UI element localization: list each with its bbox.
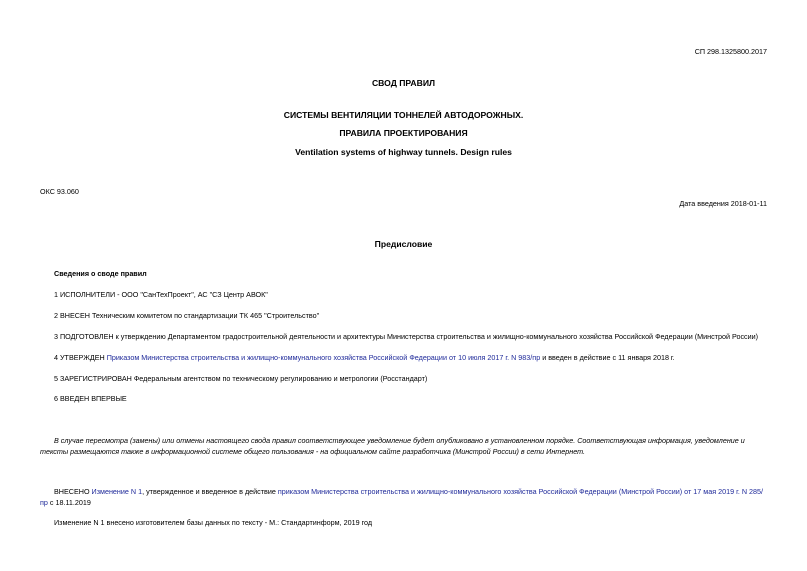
amendment-middle: , утвержденное и введенное в действие [142,487,278,496]
oks-code: ОКС 93.060 [40,187,79,196]
preface-item-6: 6 ВВЕДЕН ВПЕРВЫЕ [54,394,127,403]
preface-item-4-prefix: 4 УТВЕРЖДЕН [54,353,107,362]
preface-item-4 [54,353,675,362]
approval-order-link[interactable]: Приказом Министерства строительства и жилищно-коммунального хозяйства Российской Федерации от 10 июля 2017 г. N 983/пр [106,353,541,362]
document-title-line1: СИСТЕМЫ ВЕНТИЛЯЦИИ ТОННЕЛЕЙ АВТОДОРОЖНЫХ. [283,110,524,120]
amendment-link[interactable]: Изменение N 1 [91,487,143,496]
preface-item-3: 3 ПОДГОТОВЛЕН к утверждению Департаментом градостроительной деятельности и архитектуры Министерства строительства и жилищно-коммунального хозяйства Российской Федерации (Минстрой России) [54,332,759,341]
amendment-order-link[interactable]: приказом Министерства строительства и жилищно-коммунального хозяйства Российской Федерации (Минстрой России) от 17 мая 2019 г. N 285/пр [40,487,764,507]
amendment-note: Изменение N 1 внесено изготовителем базы данных по тексту - М.: Стандартинформ, 2019 год [54,518,373,527]
revision-notice-paragraph: В случае пересмотра (замены) или отмены настоящего свода правил соответствующее уведомление будет опубликовано в установленном порядке. Соответствующая информация, уведомление и тексты размещаются также в информационной системе общего пользования - на официальном сайте разработчика (Минстрой России) в сети Интернет. [40,436,745,456]
document-type-title: СВОД ПРАВИЛ [371,78,436,88]
amendment-prefix: ВНЕСЕНО [54,487,92,496]
amendment-suffix: с 18.11.2019 [47,498,91,507]
document-title-english: Ventilation systems of highway tunnels. Design rules [295,147,512,157]
document-title-line2: ПРАВИЛА ПРОЕКТИРОВАНИЯ [339,128,468,138]
amendment-paragraph [40,486,768,508]
preface-item-5: 5 ЗАРЕГИСТРИРОВАН Федеральным агентством по техническому регулированию и метрологии (Росстандарт) [54,374,428,383]
preface-item-2: 2 ВНЕСЕН Техническим комитетом по стандартизации ТК 465 "Строительство" [54,311,320,320]
preface-item-1: 1 ИСПОЛНИТЕЛИ - ООО "СанТехПроект", АС "СЗ Центр АВОК" [54,290,268,299]
preface-heading: Предисловие [374,239,433,249]
preface-item-4-suffix: и введен в действие с 11 января 2018 г. [540,353,675,362]
info-heading: Сведения о своде правил [54,269,147,278]
document-code: СП 298.1325800.2017 [694,47,767,56]
introduction-date: Дата введения 2018-01-11 [679,199,767,208]
